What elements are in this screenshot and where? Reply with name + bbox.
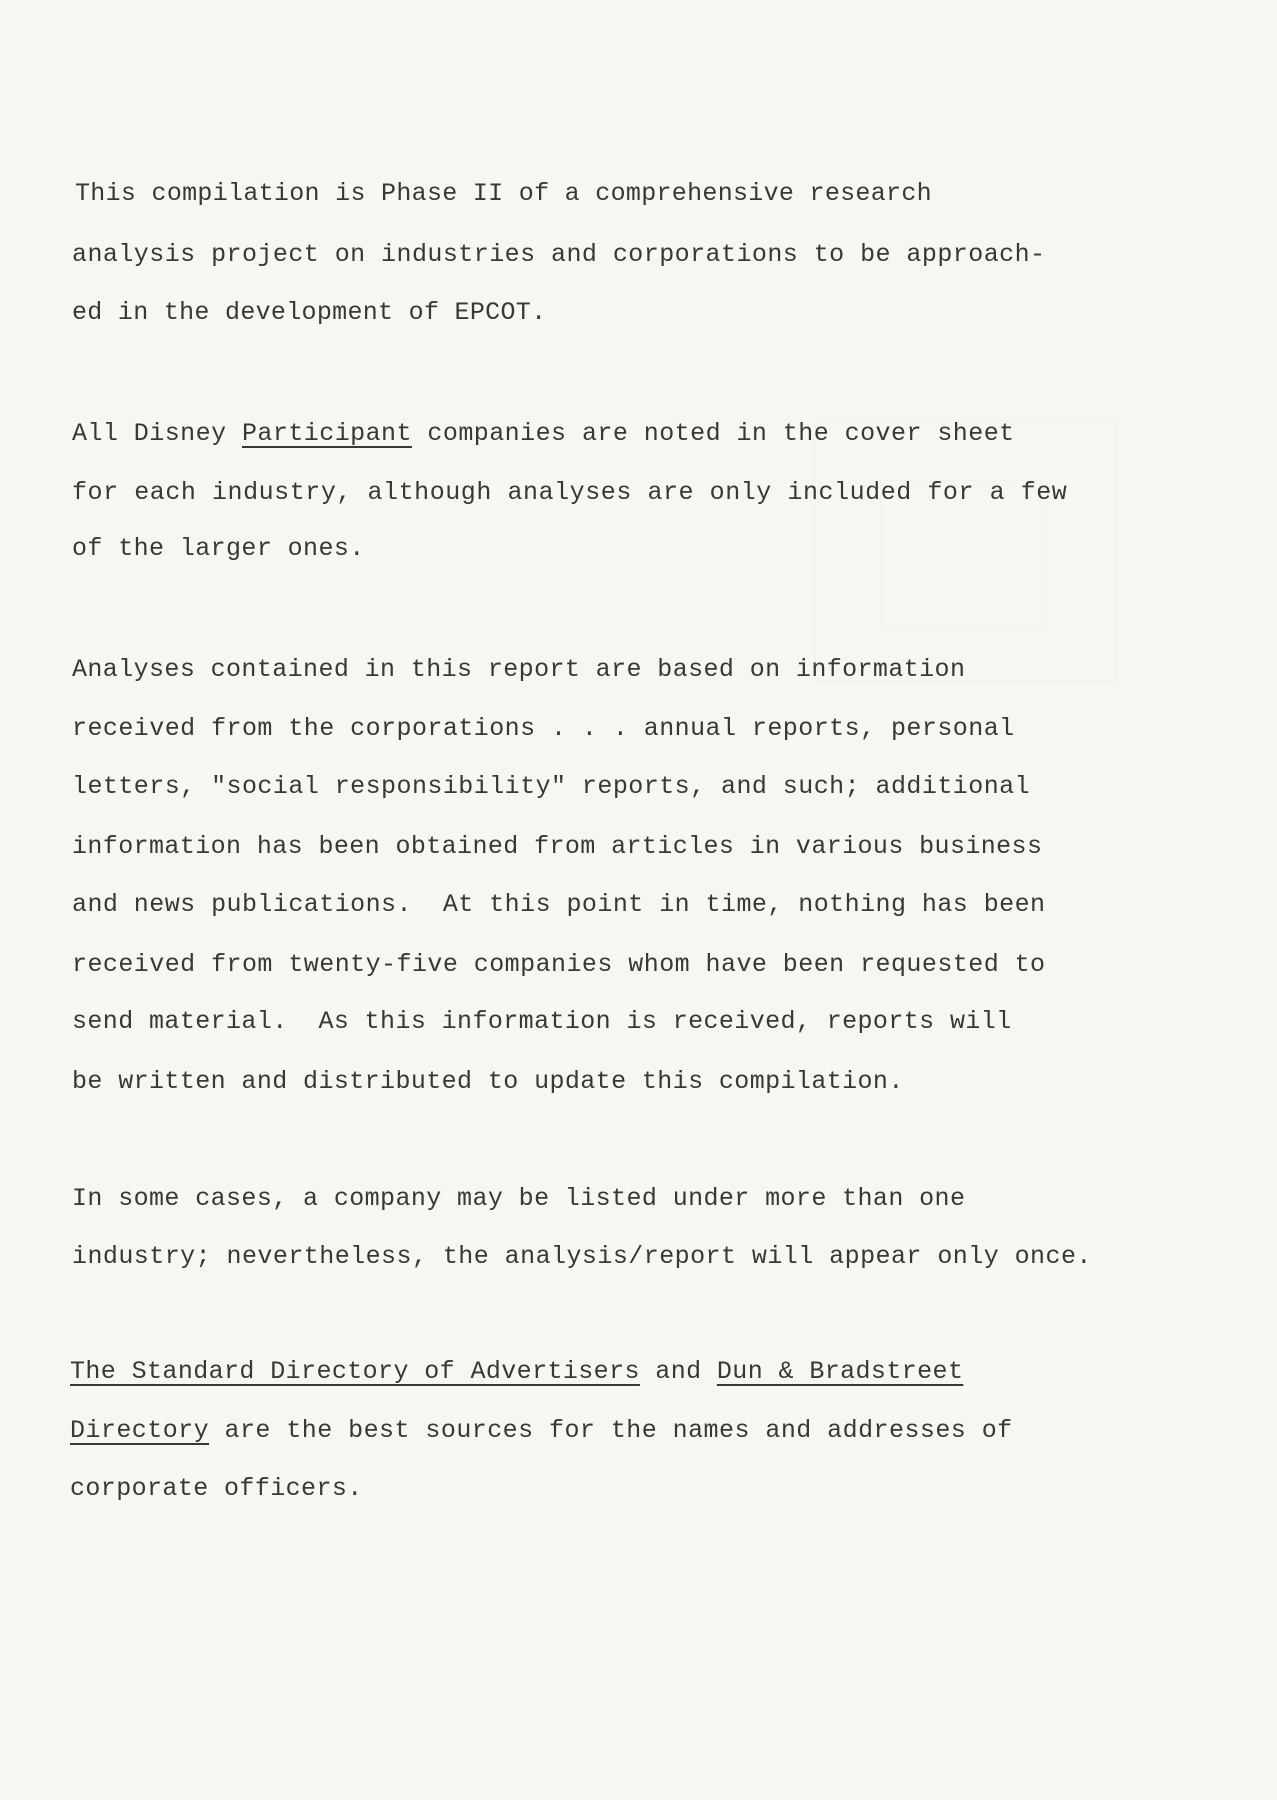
underlined-term-participant: Participant: [241, 419, 412, 448]
title-standard-directory-of-advertisers: The Standard Directory of Advertisers: [70, 1357, 640, 1386]
text-line: letters, "social responsibility" reports, and such; additional: [72, 772, 1031, 801]
text-line: received from the corporations . . . annual reports, personal: [72, 714, 1015, 743]
text-segment: All Disney: [72, 419, 242, 448]
text-line: be written and distributed to update this compilation.: [72, 1067, 904, 1096]
text-segment: and: [639, 1357, 717, 1386]
text-line: In some cases, a company may be listed under more than one: [72, 1184, 966, 1213]
text-line: [70, 1357, 963, 1387]
title-dun-bradstreet-continued: Directory: [70, 1416, 210, 1445]
text-line: Analyses contained in this report are based on information: [72, 655, 966, 684]
text-line: corporate officers.: [70, 1474, 363, 1503]
text-line: received from twenty-five companies whom have been requested to: [72, 950, 1046, 979]
text-line: for each industry, although analyses are only included for a few: [72, 478, 1068, 507]
text-segment: companies are noted in the cover sheet: [411, 419, 1015, 448]
text-line: information has been obtained from articles in various business: [72, 832, 1043, 861]
text-line: analysis project on industries and corporations to be approach-: [72, 240, 1046, 269]
text-line: and news publications. At this point in time, nothing has been: [72, 890, 1046, 919]
text-line: [72, 419, 1015, 449]
text-line: This compilation is Phase II of a comprehensive research: [75, 179, 932, 208]
text-line: ed in the development of EPCOT.: [72, 298, 547, 327]
text-line: [70, 1416, 1013, 1446]
text-segment: are the best sources for the names and addresses of: [209, 1416, 1013, 1445]
text-line: industry; nevertheless, the analysis/report will appear only once.: [72, 1242, 1092, 1271]
text-line: send material. As this information is received, reports will: [72, 1007, 1012, 1036]
text-line: of the larger ones.: [72, 534, 365, 563]
title-dun-bradstreet: Dun & Bradstreet: [716, 1357, 964, 1386]
